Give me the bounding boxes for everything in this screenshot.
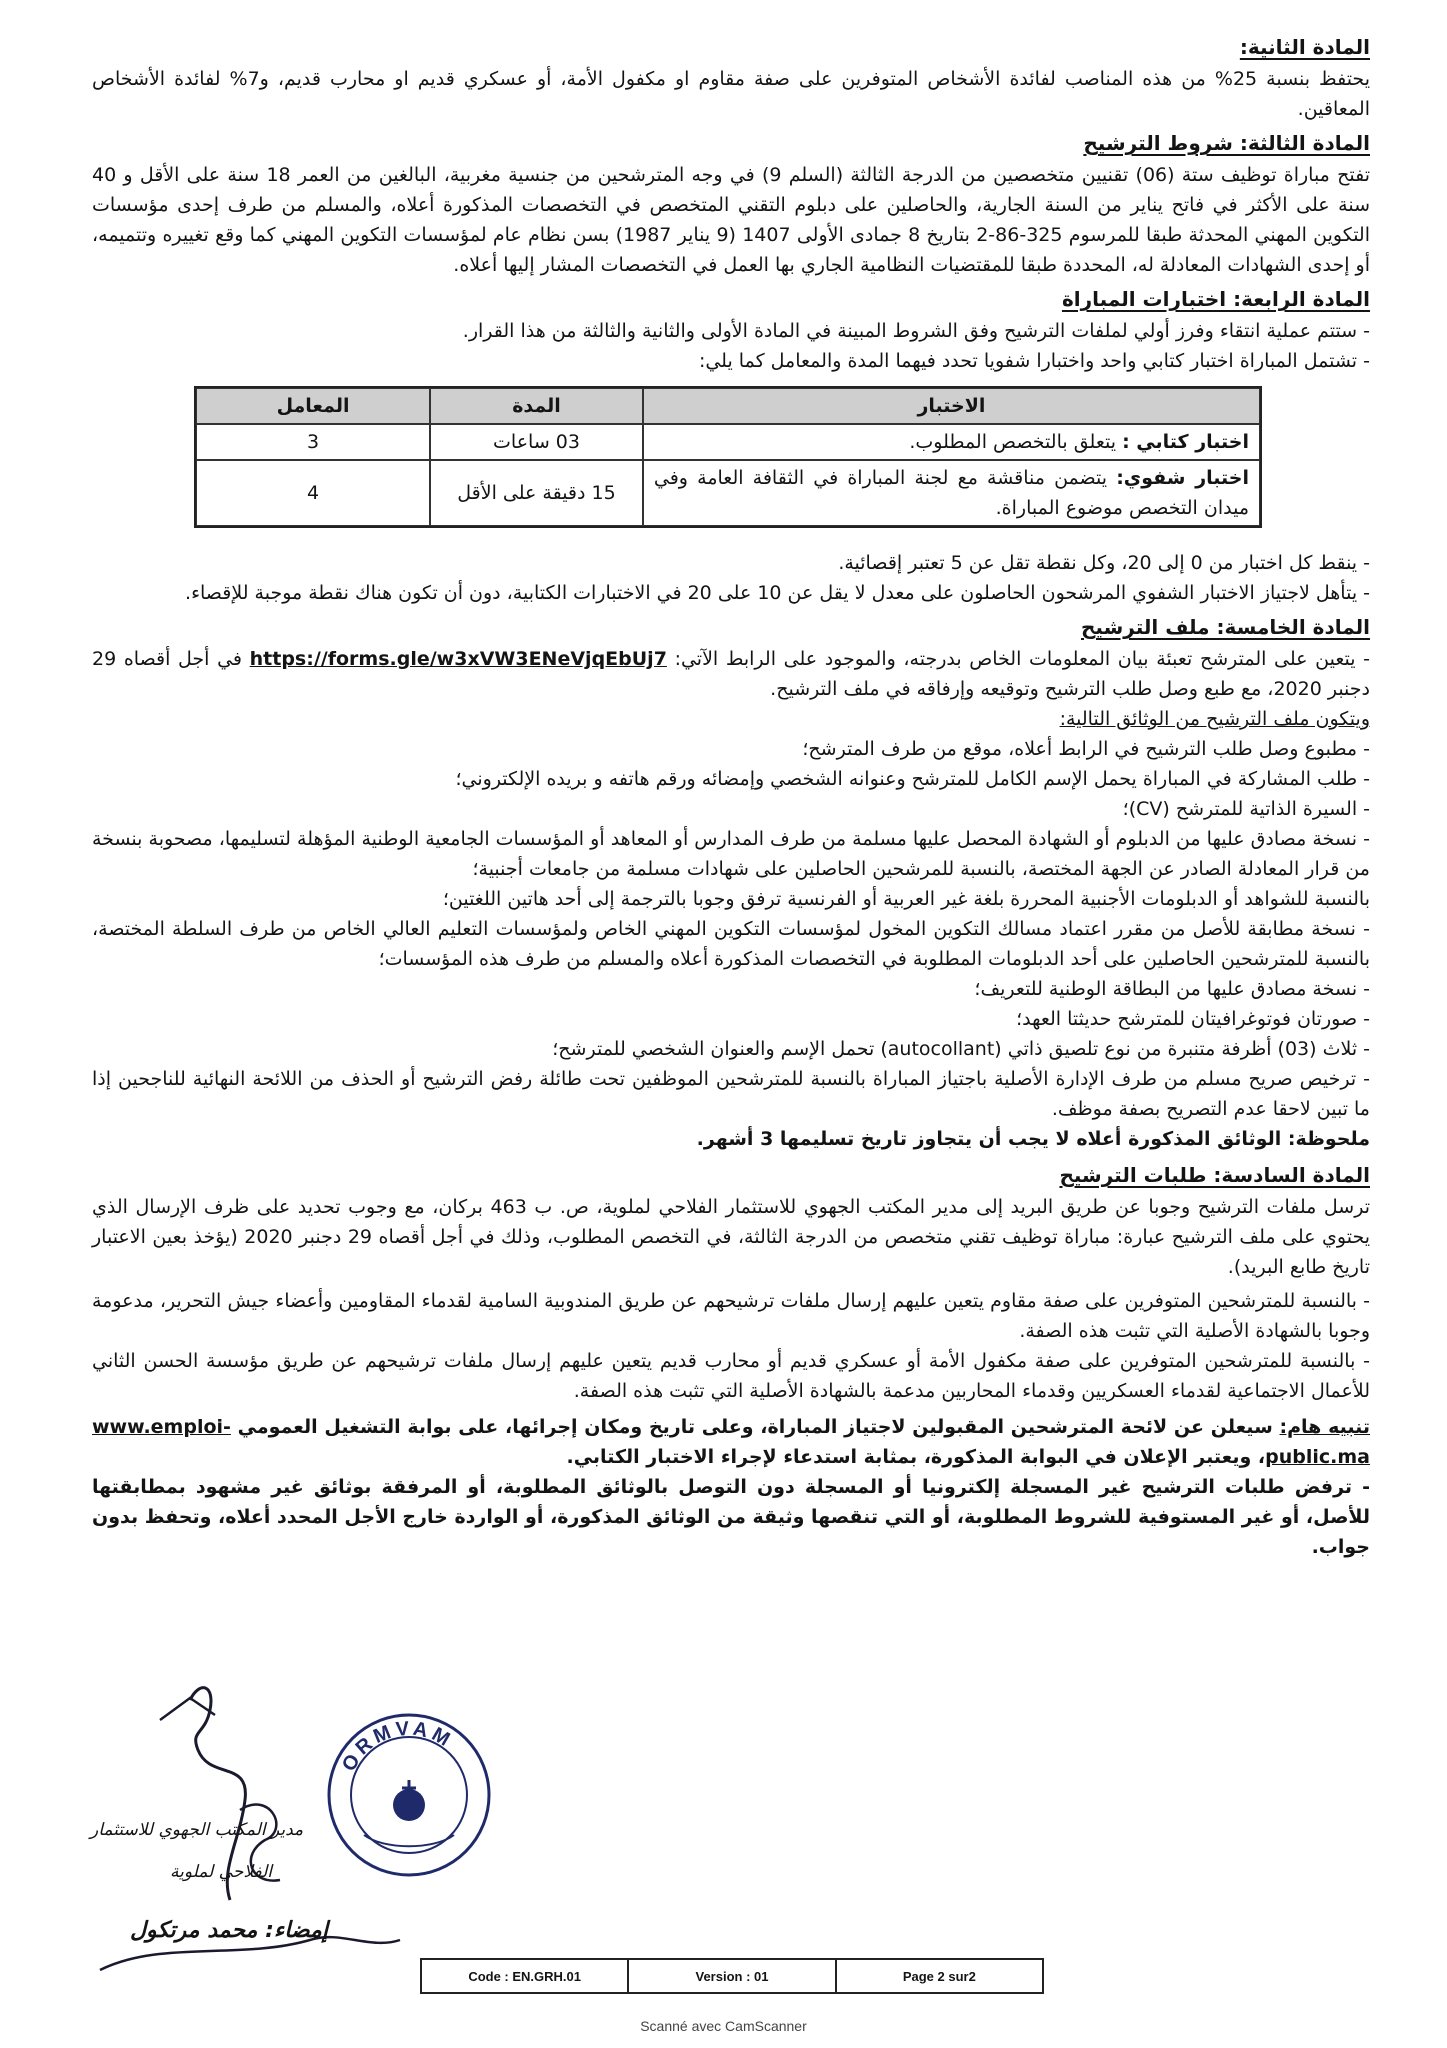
coefficient-cell: 4 (196, 460, 430, 526)
article4-after-2: - يتأهل لاجتياز الاختبار الشفوي المرشحون الحاصلون على معدل لا يقل عن 10 على 20 في الاختبارات الكتابية، دون أن تكون هناك نقطة موجبة للإقصاء. (185, 582, 1370, 604)
list-item: - نسخة مطابقة للأصل من مقرر اعتماد مسالك التكوين المخول لمؤسسات التكوين المهني الخاص ولمؤسسات التعليم العالي الخاص من طرف السلطة المختصة، بالنسبة للمترشحين الحاصلين على أحد الدبلومات المطلوبة في التخصصات المذكورة أعلاه والمسلم من طرف هذه المؤسسات؛ (92, 918, 1370, 970)
list-item: - طلب المشاركة في المباراة يحمل الإسم الكامل للمترشح وعنوانه الشخصي وإمضائه ورقم هاتفه و بريده الإلكتروني؛ (455, 768, 1370, 790)
article4-heading: المادة الرابعة: اختبارات المباراة (1061, 287, 1370, 311)
header-test: الاختبار (643, 388, 1260, 424)
stamp-text: ORMVAM (337, 1717, 457, 1776)
stamp-icon (324, 1710, 494, 1880)
article4-intro-1: - ستتم عملية انتقاء وفرز أولي لملفات الترشيح وفق الشروط المبينة في المادة الأولى والثانية والثالثة من هذا القرار. (462, 320, 1370, 342)
article2-body: يحتفظ بنسبة 25% من هذه المناصب لفائدة الأشخاص المتوفرين على صفة مقاوم او مكفول الأمة، أو عسكري قديم او محارب قديم، و7% لفائدة الأشخاص المعاقين. (92, 68, 1370, 120)
list-item: - نسخة مصادق عليها من الدبلوم أو الشهادة المحصل عليها مسلمة من طرف المدارس أو المعاهد أو المؤسسات الجامعية الوطنية المؤهلة لتسليمها، مصحوبة بنسخة من قرار المعادلة الصادر عن الجهة المختصة، بالنسبة للمرشحين الحاصلين على شهادات مسلمة من جامعات أجنبية؛ (92, 828, 1370, 880)
test-cell: اختبار شفوي: يتضمن مناقشة مع لجنة المباراة في الثقافة العامة وفي ميدان التخصص موضوع المباراة. (643, 460, 1260, 526)
table-row (196, 424, 1260, 460)
duration-cell: 15 دقيقة على الأقل (430, 460, 643, 526)
list-item: - نسخة مصادق عليها من البطاقة الوطنية للتعريف؛ (974, 978, 1370, 1000)
list-item: بالنسبة للشواهد أو الدبلومات الأجنبية المحررة بلغة غير العربية أو الفرنسية ترفق وجوبا بالترجمة إلى أحد هاتين اللغتين؛ (442, 888, 1370, 910)
article5-paragraph-1: - يتعين على المترشح تعبئة بيان المعلومات الخاص بدرجته، والموجود على الرابط الآتي: https://forms.gle/w3xVW3ENeVjqEbUj7 في أجل أقصاه 29 دجنبر 2020، مع طبع وصل طلب الترشيح وتوقيعه وإرفاقه في ملف الترشيح. (92, 648, 1370, 700)
article2-heading: المادة الثانية: (1239, 35, 1370, 59)
article5-heading: المادة الخامسة: ملف الترشيح (1081, 615, 1370, 639)
signature-name: إمضاء: محمد مرتكول (130, 1918, 328, 1943)
list-item: - مطبوع وصل طلب الترشيح في الرابط أعلاه، موقع من طرف المترشح؛ (802, 738, 1370, 760)
warning-paragraph-2: - ترفض طلبات الترشيح غير المسجلة إلكترونيا أو المسجلة دون التوصل بالوثائق المطلوبة، أو المرفقة بوثائق غير مشهود بمطابقتها للأصل، أو غير المستوفية للشروط المطلوبة، أو التي تنقصها وثيقة من الوثائق المذكورة، أو الواردة خارج الأجل المحدد أعلاه، وتحفظ بدون جواب. (92, 1476, 1370, 1558)
list-item: - ترخيص صريح مسلم من طرف الإدارة الأصلية باجتياز المباراة بالنسبة للمترشحين الموظفين تحت طائلة رفض الترشيح أو الحذف من اللائحة النهائية للناجحين إذا ما تبين لاحقا عدم التصريح بصفة موظف. (92, 1068, 1370, 1120)
article5-list-title: ويتكون ملف الترشيح من الوثائق التالية: (1059, 708, 1370, 730)
forms-link[interactable]: https://forms.gle/w3xVW3ENeVjqEbUj7 (249, 648, 667, 670)
article3-body: تفتح مباراة توظيف ستة (06) تقنيين متخصصين من الدرجة الثالثة (السلم 9) في وجه المترشحين من جنسية مغربية، البالغين من العمر 18 سنة على الأقل و 40 سنة على الأكثر في فاتح يناير من السنة الجارية، والحاصلين على دبلوم التقني المتخصص في التخصصات المذكورة أعلاه، والمسلم من طرف إحدى مؤسسات التكوين المهني المحدثة طبقا للمرسوم 325-86-2 بتاريخ 8 جمادى الأولى 1407 (9 يناير 1987) بسن نظام عام لمؤسسات التكوين المهني كما وقع تغييره وتتميمه، أو إحدى الشهادات المعادلة له، المحددة طبقا للمقتضيات النظامية الجاري بها العمل في التخصصات المشار إليها أعلاه. (92, 164, 1370, 276)
article6-paragraph-2: - بالنسبة للمترشحين المتوفرين على صفة مقاوم يتعين عليهم إرسال ملفات ترشيحهم عن طريق المندوبية السامية لقدماء المقاومين وأعضاء جيش التحرير، مدعومة وجوبا بالشهادة الأصلية التي تثبت هذه الصفة. (92, 1290, 1370, 1342)
document-body (92, 28, 1370, 1562)
official-stamp (324, 1710, 494, 1880)
signature-title-2: الفلاحي لملوية (170, 1862, 272, 1882)
svg-text:ORMVAM (338, 1718, 457, 1776)
tests-table (194, 386, 1262, 528)
document-footer (420, 1958, 1044, 1994)
footer-code: Code : EN.GRH.01 (468, 1968, 581, 1984)
table-row (196, 460, 1260, 526)
emploi-public-link[interactable]: www.emploi-public.ma (92, 1416, 1370, 1468)
footer-page: Page 2 sur2 (835, 1960, 1042, 1992)
article6-paragraph-1: ترسل ملفات الترشيح وجوبا عن طريق البريد إلى مدير المكتب الجهوي للاستثمار الفلاحي لملوية، ص. ب 463 بركان، مع وجوب تحديد على ظرف الإرسال الذي يحتوي على ملف الترشيح عبارة: مباراة توظيف تقني متخصص من الدرجة الثالثة، في التخصص المطلوب، وذلك في أجل أقصاه 29 دجنبر 2020 (يؤخذ بعين الاعتبار تاريخ طابع البريد). (92, 1196, 1370, 1278)
test-cell: اختبار كتابي : يتعلق بالتخصص المطلوب. (643, 424, 1260, 460)
list-item: - السيرة الذاتية للمترشح (CV)؛ (1122, 798, 1370, 820)
article6-paragraph-3: - بالنسبة للمترشحين المتوفرين على صفة مكفول الأمة أو عسكري قديم أو محارب قديم يتعين عليهم إرسال ملفات ترشيحهم عن طريق مؤسسة الحسن الثاني للأعمال الاجتماعية لقدماء العسكريين وقدماء المحاربين مدعمة بالشهادة الأصلية التي تثبت هذه الصفة. (92, 1350, 1370, 1402)
header-duration: المدة (430, 388, 643, 424)
header-coefficient: المعامل (196, 388, 430, 424)
table-header-row (196, 388, 1260, 424)
warning-paragraph-1: تنبيه هام: سيعلن عن لائحة المترشحين المقبولين لاجتياز المباراة، وعلى تاريخ ومكان إجرائها، على بوابة التشغيل العمومي www.emploi-public.ma، ويعتبر الإعلان في البوابة المذكورة، بمثابة استدعاء لإجراء الاختبار الكتابي. (92, 1416, 1371, 1468)
article4-after-1: - ينقط كل اختبار من 0 إلى 20، وكل نقطة تقل عن 5 تعتبر إقصائية. (838, 552, 1370, 574)
list-item: - صورتان فوتوغرافيتان للمترشح حديثتا العهد؛ (1016, 1008, 1370, 1030)
coefficient-cell: 3 (196, 424, 430, 460)
article4-intro-2: - تشتمل المباراة اختبار كتابي واحد واختبارا شفويا تحدد فيهما المدة والمعامل كما يلي: (698, 350, 1370, 372)
duration-cell: 03 ساعات (430, 424, 643, 460)
footer-version: Version : 01 (627, 1960, 834, 1992)
signature-title-1: مدير المكتب الجهوي للاستثمار (90, 1820, 304, 1840)
article6-heading: المادة السادسة: طلبات الترشيح (1059, 1163, 1370, 1187)
article5-note: ملحوظة: الوثائق المذكورة أعلاه لا يجب أن يتجاوز تاريخ تسليمها 3 أشهر. (696, 1128, 1370, 1150)
list-item: - ثلاث (03) أظرفة متنبرة من نوع تلصيق ذاتي (autocollant) تحمل الإسم والعنوان الشخصي للمترشح؛ (552, 1038, 1370, 1060)
camscanner-watermark: Scanné avec CamScanner (640, 2018, 807, 2034)
article3-heading: المادة الثالثة: شروط الترشيح (1083, 131, 1370, 155)
